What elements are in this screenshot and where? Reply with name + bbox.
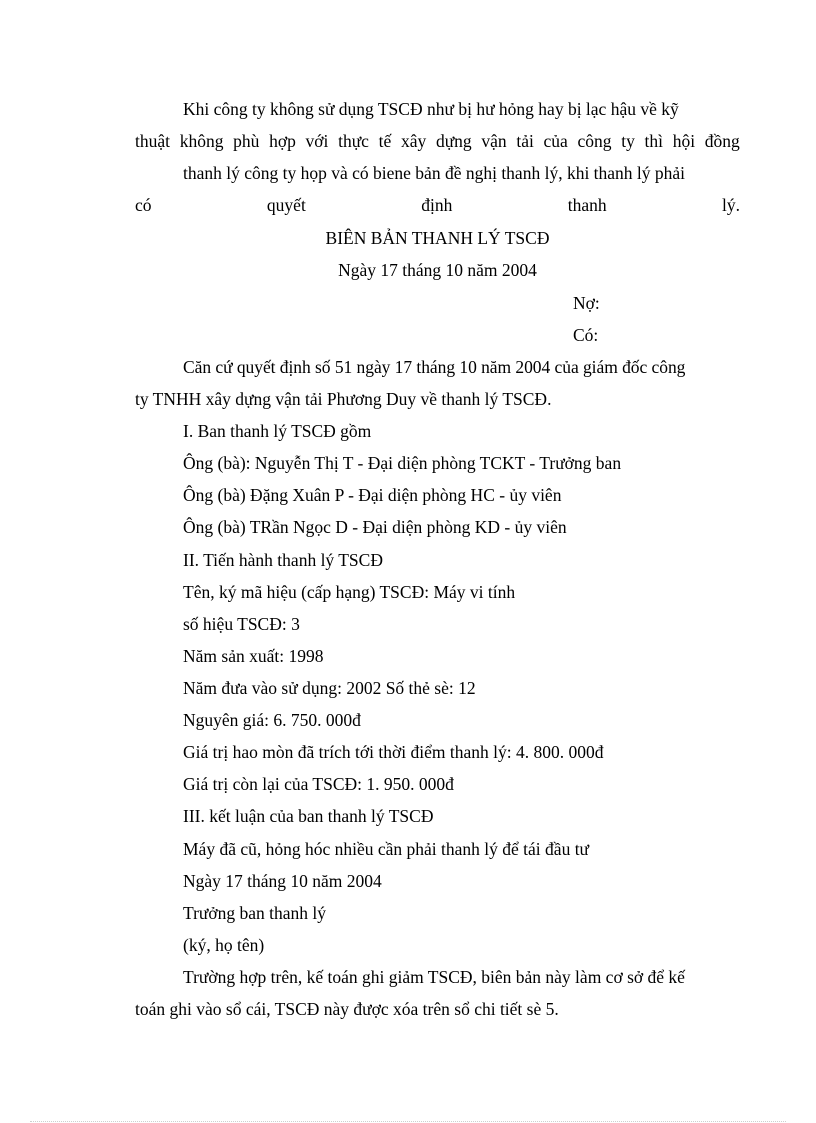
process-item: Giá trị hao mòn đã trích tới thời điểm thanh lý: 4. 800. 000đ [183,742,604,762]
intro-line-3: thanh lý công ty họp và có biene bản đề nghị thanh lý, khi thanh lý phải [183,163,686,183]
process-item: Giá trị còn lại của TSCĐ: 1. 950. 000đ [183,774,454,794]
basis-line-2: ty TNHH xây dựng vận tải Phương Duy về thanh lý TSCĐ. [135,389,552,409]
word: vận [481,131,507,151]
process-item: Nguyên giá: 6. 750. 000đ [183,710,361,730]
minutes-title: BIÊN BẢN THANH LÝ TSCĐ [325,228,550,248]
word: định [421,195,453,215]
committee-member: Ông (bà) TRần Ngọc D - Đại diện phòng KD - ủy viên [183,517,567,537]
intro-line-2 [135,130,740,152]
word: thực [338,131,369,151]
signature-note: (ký, họ tên) [183,935,265,955]
word: đồng [704,131,740,151]
intro-line-1: Khi công ty không sử dụng TSCĐ như bị hư hỏng hay bị lạc hậu về kỹ [183,99,679,119]
word: của [543,131,568,151]
committee-member: Ông (bà): Nguyễn Thị T - Đại diện phòng TCKT - Trưởng ban [183,453,622,473]
process-item: Năm đưa vào sử dụng: 2002 Số thẻ sè: 12 [183,678,476,698]
word: không [179,131,224,151]
word: quyết [266,195,306,215]
page-bottom-divider [30,1121,786,1122]
credit-label: Có: [573,325,599,345]
conclusion-text: Máy đã cũ, hỏng hóc nhiều cần phải thanh lý để tái đầu tư [183,839,590,859]
process-heading: II. Tiến hành thanh lý TSCĐ [183,550,383,570]
signer-title: Trưởng ban thanh lý [183,903,327,923]
word: thì [644,131,664,151]
word: tế [378,131,392,151]
word: hội [672,131,696,151]
word: xây [400,131,427,151]
minutes-date: Ngày 17 tháng 10 năm 2004 [338,260,537,280]
conclusion-date: Ngày 17 tháng 10 năm 2004 [183,871,382,891]
word: công [577,131,612,151]
word: phù [233,131,260,151]
intro-line-4 [135,194,740,216]
word: có [135,195,152,215]
closing-line-2: toán ghi vào sổ cái, TSCĐ này được xóa trên sổ chi tiết sè 5. [135,999,559,1019]
process-item: số hiệu TSCĐ: 3 [183,614,300,634]
word: tải [516,131,534,151]
process-item: Tên, ký mã hiệu (cấp hạng) TSCĐ: Máy vi tính [183,582,516,602]
word: thanh [567,195,607,215]
closing-line-1: Trường hợp trên, kế toán ghi giảm TSCĐ, biên bản này làm cơ sở để kế [183,967,685,987]
word: thuật [135,131,170,151]
word: ty [621,131,635,151]
conclusion-heading: III. kết luận của ban thanh lý TSCĐ [183,806,434,826]
committee-member: Ông (bà) Đặng Xuân P - Đại diện phòng HC - ủy viên [183,485,562,505]
basis-line-1: Căn cứ quyết định số 51 ngày 17 tháng 10 năm 2004 của giám đốc công [183,357,686,377]
word: lý. [722,195,740,215]
word: dựng [435,131,472,151]
word: hợp [269,131,296,151]
process-item: Năm sản xuất: 1998 [183,646,324,666]
debit-label: Nợ: [573,293,600,313]
word: với [305,131,329,151]
committee-heading: I. Ban thanh lý TSCĐ gồm [183,421,372,441]
